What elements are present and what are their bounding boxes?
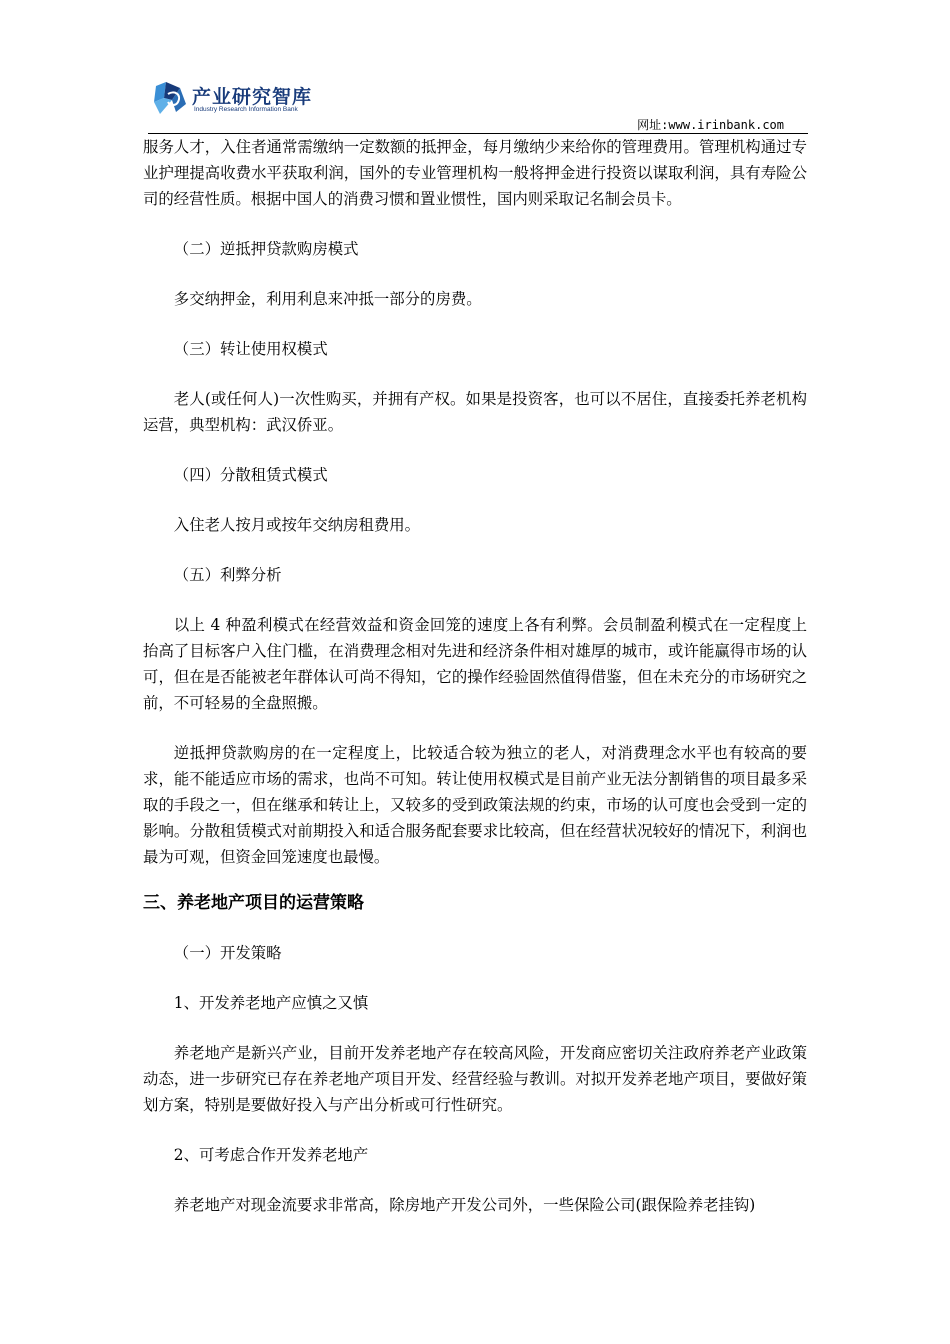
heading-reverse-mortgage-model: （二）逆抵押贷款购房模式 — [173, 240, 359, 258]
paragraph-cooperative-development: 养老地产对现金流要求非常高，除房地产开发公司外，一些保险公司(跟保险养老挂钩) — [173, 1196, 756, 1214]
paragraph-rental: 入住老人按月或按年交纳房租费用。 — [173, 516, 421, 534]
logo-mark-icon — [150, 78, 192, 120]
heading-pros-cons-analysis: （五）利弊分析 — [173, 566, 282, 584]
page-header — [148, 78, 808, 130]
heading-transfer-use-right-model: （三）转让使用权模式 — [173, 340, 328, 358]
paragraph-reverse-mortgage: 多交纳押金，利用利息来冲抵一部分的房费。 — [173, 290, 482, 308]
paragraph-analysis-1: 以上 4 种盈利模式在经营效益和资金回笼的速度上各有利弊。会员制盈利模式在一定程度上抬高了目标客户入住门槛，在消费理念相对先进和经济条件相对雄厚的城市，或许能赢得市场的认可，但在是否能被老年群体认可尚不得知，它的操作经验固然值得借鉴，但在未充分的市场研究之前，不可轻易的全盘照搬。 — [143, 616, 807, 712]
paragraph-develop-cautiously: 养老地产是新兴产业，目前开发养老地产存在较高风险，开发商应密切关注政府养老产业政策动态，进一步研究已存在养老地产项目开发、经营经验与教训。对拟开发养老地产项目，要做好策划方案，特别是要做好投入与产出分析或可行性研究。 — [143, 1044, 807, 1114]
paragraph-analysis-2: 逆抵押贷款购房的在一定程度上，比较适合较为独立的老人，对消费理念水平也有较高的要求，能不能适应市场的需求，也尚不可知。转让使用权模式是目前产业无法分割销售的项目最多采取的手段之一，但在继承和转让上，又较多的受到政策法规的约束，市场的认可度也会受到一定的影响。分散租赁模式对前期投入和适合服务配套要求比较高，但在经营状况较好的情况下，利润也最为可观，但资金回笼速度也最慢。 — [143, 744, 807, 866]
heading-rental-model: （四）分散租赁式模式 — [173, 466, 328, 484]
heading-development-strategy: （一）开发策略 — [173, 944, 282, 962]
logo-text-chinese: 产业研究智库 — [192, 86, 313, 108]
heading-develop-cautiously: 1、开发养老地产应慎之又慎 — [173, 994, 369, 1012]
website-url: 网址:www.irinbank.com — [637, 118, 784, 132]
section-heading-operation-strategy: 三、养老地产项目的运营策略 — [143, 893, 364, 913]
paragraph-membership-continued: 服务人才，入住者通常需缴纳一定数额的抵押金，每月缴纳少来给你的管理费用。管理机构通过专业护理提高收费水平获取利润，国外的专业管理机构一般将押金进行投资以谋取利润，具有寿险公司的经营性质。根据中国人的消费习惯和置业惯性，国内则采取记名制会员卡。 — [143, 138, 807, 208]
document-body — [143, 134, 807, 1218]
heading-cooperative-development: 2、可考虑合作开发养老地产 — [173, 1146, 369, 1164]
company-logo — [150, 78, 320, 120]
logo-text-english: Industry Research Information Bank — [194, 106, 298, 113]
paragraph-transfer-use-right: 老人(或任何人)一次性购买，并拥有产权。如果是投资客，也可以不居住，直接委托养老机构运营，典型机构：武汉侨亚。 — [143, 390, 807, 434]
